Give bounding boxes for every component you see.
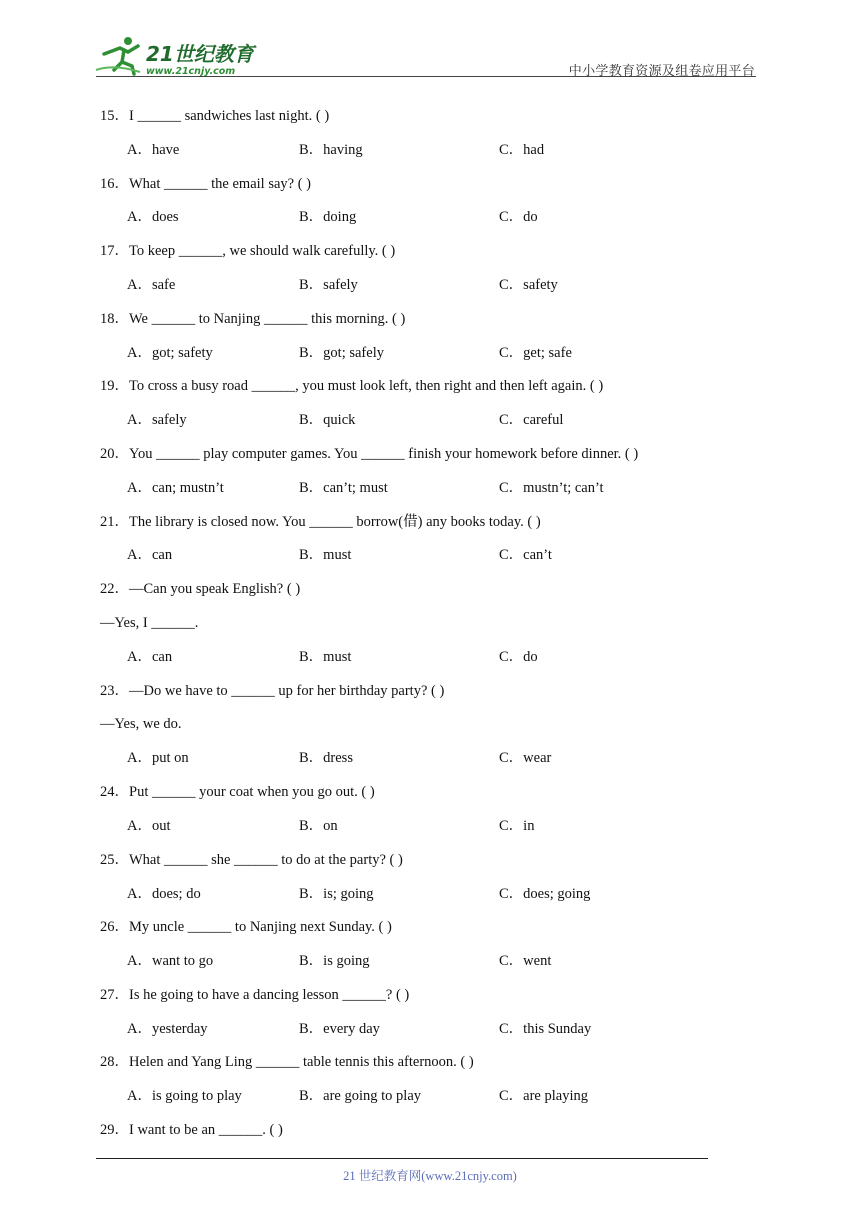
- question-20-option-a[interactable]: A．can; mustn’t: [127, 480, 224, 496]
- question-17-option-c[interactable]: C．safety: [499, 277, 558, 293]
- question-21-option-a[interactable]: A．can: [127, 547, 173, 563]
- logo-brand-text: 21世纪教育: [146, 42, 254, 66]
- question-24-stem: 24．Put ______ your coat when you go out. ( ): [100, 784, 375, 800]
- question-26-option-c[interactable]: C．went: [499, 953, 552, 969]
- question-29-stem: 29．I want to be an ______. ( ): [100, 1122, 283, 1138]
- question-22-option-c[interactable]: C．do: [499, 649, 538, 665]
- question-22-stem: 22．—Can you speak English? ( ): [100, 581, 301, 597]
- question-15-option-b[interactable]: B．having: [299, 142, 363, 158]
- question-23-option-a[interactable]: A．put on: [127, 750, 189, 766]
- question-28-option-a[interactable]: A．is going to play: [127, 1088, 242, 1104]
- question-17-option-b[interactable]: B．safely: [299, 277, 358, 293]
- question-25-option-b[interactable]: B．is; going: [299, 886, 374, 902]
- question-26-stem: 26．My uncle ______ to Nanjing next Sunday. ( ): [100, 919, 392, 935]
- question-18-stem: 18．We ______ to Nanjing ______ this morning. ( ): [100, 311, 406, 327]
- question-17-stem: 17．To keep ______, we should walk carefully. ( ): [100, 243, 396, 259]
- runner-icon: [96, 37, 140, 74]
- question-24-option-c[interactable]: C．in: [499, 818, 535, 834]
- question-21-stem: 21．The library is closed now. You ______ borrow(借) any books today. ( ): [100, 514, 541, 530]
- question-22-response: —Yes, I ______.: [100, 615, 199, 631]
- question-16-option-c[interactable]: C．do: [499, 209, 538, 225]
- question-16-option-b[interactable]: B．doing: [299, 209, 357, 225]
- footer-divider: [96, 1158, 708, 1159]
- question-28-option-c[interactable]: C．are playing: [499, 1088, 588, 1104]
- question-20-option-b[interactable]: B．can’t; must: [299, 480, 388, 496]
- question-28-stem: 28．Helen and Yang Ling ______ table tennis this afternoon. ( ): [100, 1054, 474, 1070]
- question-26-option-b[interactable]: B．is going: [299, 953, 370, 969]
- site-logo: [94, 34, 264, 78]
- question-25-option-a[interactable]: A．does; do: [127, 886, 201, 902]
- header-platform-title: 中小学教育资源及组卷应用平台: [568, 64, 755, 79]
- question-26-option-a[interactable]: A．want to go: [127, 953, 214, 969]
- question-28-option-b[interactable]: B．are going to play: [299, 1088, 422, 1104]
- question-22-option-a[interactable]: A．can: [127, 649, 173, 665]
- question-16-option-a[interactable]: A．does: [127, 209, 179, 225]
- page-header: [0, 0, 860, 80]
- question-19-option-b[interactable]: B．quick: [299, 412, 356, 428]
- logo-url-text: www.21cnjy.com: [146, 66, 236, 77]
- question-23-response: —Yes, we do.: [100, 716, 182, 732]
- question-27-option-c[interactable]: C．this Sunday: [499, 1021, 592, 1037]
- question-18-option-c[interactable]: C．get; safe: [499, 345, 572, 361]
- footer-source[interactable]: 21 世纪教育网(www.21cnjy.com): [343, 1169, 517, 1183]
- question-16-stem: 16．What ______ the email say? ( ): [100, 176, 311, 192]
- question-15-option-c[interactable]: C．had: [499, 142, 545, 158]
- question-27-stem: 27．Is he going to have a dancing lesson ______? ( ): [100, 987, 410, 1003]
- question-17-option-a[interactable]: A．safe: [127, 277, 176, 293]
- question-15-option-a[interactable]: A．have: [127, 142, 180, 158]
- question-24-option-b[interactable]: B．on: [299, 818, 338, 834]
- question-23-option-b[interactable]: B．dress: [299, 750, 353, 766]
- question-18-option-a[interactable]: A．got; safety: [127, 345, 213, 361]
- question-23-stem: 23．—Do we have to ______ up for her birthday party? ( ): [100, 683, 445, 699]
- question-15-stem: 15．I ______ sandwiches last night. ( ): [100, 108, 330, 124]
- question-25-stem: 25．What ______ she ______ to do at the party? ( ): [100, 852, 403, 868]
- question-19-stem: 19．To cross a busy road ______, you must look left, then right and then left again. ( ): [100, 378, 604, 394]
- question-22-option-b[interactable]: B．must: [299, 649, 352, 665]
- question-25-option-c[interactable]: C．does; going: [499, 886, 591, 902]
- question-19-option-a[interactable]: A．safely: [127, 412, 187, 428]
- question-21-option-c[interactable]: C．can’t: [499, 547, 552, 563]
- question-20-stem: 20．You ______ play computer games. You ______ finish your homework before dinner. ( ): [100, 446, 639, 462]
- question-24-option-a[interactable]: A．out: [127, 818, 171, 834]
- question-19-option-c[interactable]: C．careful: [499, 412, 564, 428]
- question-23-option-c[interactable]: C．wear: [499, 750, 552, 766]
- question-21-option-b[interactable]: B．must: [299, 547, 352, 563]
- header-divider: [96, 76, 756, 77]
- question-27-option-b[interactable]: B．every day: [299, 1021, 380, 1037]
- question-18-option-b[interactable]: B．got; safely: [299, 345, 384, 361]
- question-20-option-c[interactable]: C．mustn’t; can’t: [499, 480, 604, 496]
- question-27-option-a[interactable]: A．yesterday: [127, 1021, 208, 1037]
